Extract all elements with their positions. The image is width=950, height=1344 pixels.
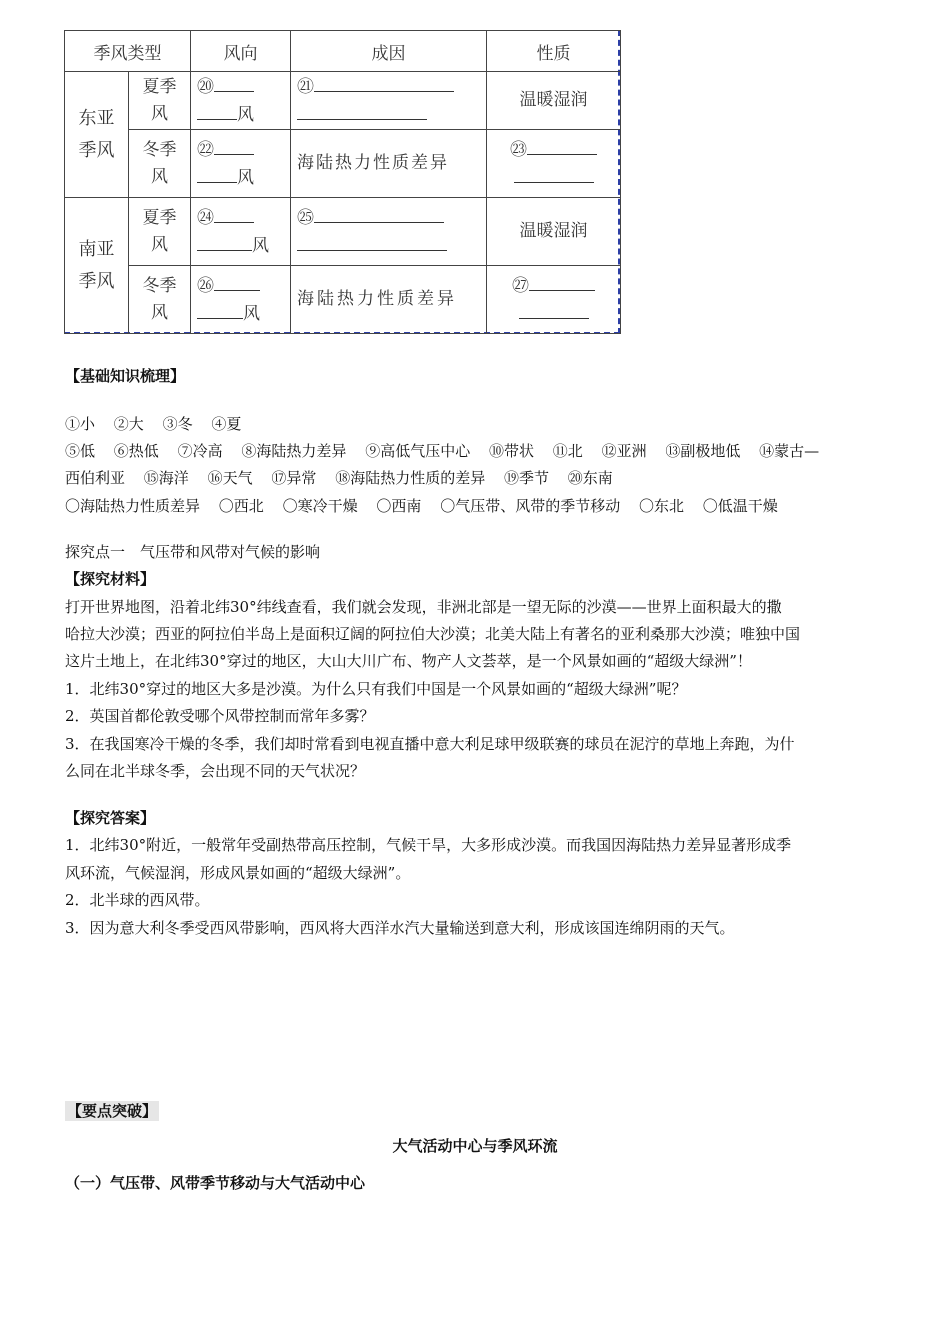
explore-title: 探究点一 气压带和风带对气候的影响: [65, 543, 321, 561]
keypoints-heading: 【要点突破】: [67, 1102, 158, 1120]
header-property: 性质: [487, 31, 621, 72]
answer-line: 2．北半球的西风带。: [65, 891, 210, 909]
list-item: ⑫亚洲: [601, 442, 647, 460]
list-item: ⑬副极地低: [665, 442, 741, 460]
material-line: 打开世界地图，沿着北纬30°纬线查看，我们就会发现，非洲北部是一望无际的沙漠——世界上面积最大的撒: [65, 598, 782, 616]
blank-line: [527, 136, 597, 155]
answer-line: 风环流，气候湿润，形成风景如画的“超级大绿洲”。: [65, 864, 411, 882]
list-item: ⑧海陆热力差异: [241, 442, 347, 460]
list-item: 〇寒冷干燥: [282, 497, 358, 515]
answer-line: 1．北纬30°附近，一般常年受副热带高压控制，气候干旱，大多形成沙漠。而我国因海陆热力差异显著形成季: [65, 836, 792, 854]
list-item: ⑩带状: [488, 442, 534, 460]
sub-heading: （一）气压带、风带季节移动与大气活动中心: [65, 1174, 366, 1192]
list-item: 〇西北: [218, 497, 264, 515]
blank-line: [214, 73, 254, 92]
property-cell: 温暖湿润: [487, 198, 621, 266]
list-item: ⑤低: [65, 442, 96, 460]
list-item: 〇气压带、风带的季节移动: [440, 497, 621, 515]
blank-line: [197, 101, 237, 120]
list-item: ⑦冷高: [177, 442, 223, 460]
table-row: [65, 72, 621, 130]
basics-heading: 【基础知识梳理】: [65, 367, 186, 385]
property-cell: ㉓: [487, 130, 621, 198]
monsoon-table: [64, 30, 621, 334]
property-cell: 温暖湿润: [487, 72, 621, 130]
list-item: ⑰异常: [271, 469, 317, 487]
basics-line-3: [65, 465, 627, 492]
header-cause: 成因: [291, 31, 487, 72]
answer-heading: 【探究答案】: [65, 809, 156, 827]
region-south-asia: 南亚 季风: [65, 198, 129, 334]
list-item: 〇低温干燥: [702, 497, 778, 515]
list-item: 〇西南: [376, 497, 422, 515]
list-item: ④夏: [211, 415, 242, 433]
blank-line: [197, 300, 243, 319]
list-item: ⑲季节: [503, 469, 549, 487]
list-item: 西伯利亚: [65, 469, 126, 487]
direction-cell: ⑳ 风: [191, 72, 291, 130]
blank-line: [297, 101, 427, 120]
season-cell: 夏季 风: [129, 198, 191, 266]
header-direction: 风向: [191, 31, 291, 72]
table-row: [65, 198, 621, 266]
material-line: 这片土地上，在北纬30°穿过的地区，大山大川广布、物产人文荟萃，是一个风景如画的“超级大绿洲”！: [65, 652, 752, 670]
blank-line: [514, 164, 594, 183]
blank-line: [214, 204, 254, 223]
direction-cell: ㉒ 风: [191, 130, 291, 198]
list-item: ⑯天气: [207, 469, 253, 487]
season-cell: 夏季 风: [129, 72, 191, 130]
table-row: [65, 130, 621, 198]
blank-line: [214, 136, 254, 155]
list-item: 〇海陆热力性质差异: [65, 497, 201, 515]
list-item: ⑪北: [552, 442, 583, 460]
season-cell: 冬季 风: [129, 266, 191, 334]
list-item: ⑥热低: [113, 442, 159, 460]
blank-line: [519, 300, 589, 319]
answer-line: 3．因为意大利冬季受西风带影响，西风将大西洋水汽大量输送到意大利，形成该国连绵阴雨的天气。: [65, 919, 735, 937]
cause-cell: ㉕: [291, 198, 487, 266]
region-east-asia: 东亚 季风: [65, 72, 129, 198]
question-line: 么同在北半球冬季，会出现不同的天气状况？: [65, 762, 366, 780]
basics-line-2: [65, 438, 833, 465]
monsoon-table-frame: [64, 30, 620, 334]
property-cell: ㉗: [487, 266, 621, 334]
blank-line: [214, 272, 260, 291]
table-row: [65, 266, 621, 334]
direction-cell: ㉖ 风: [191, 266, 291, 334]
list-item: ⑳东南: [567, 469, 613, 487]
table-header-row: [65, 31, 621, 72]
direction-cell: ㉔ 风: [191, 198, 291, 266]
list-item: ①小: [65, 415, 96, 433]
blank-line: [197, 232, 252, 251]
list-item: ②大: [113, 415, 144, 433]
season-cell: 冬季 风: [129, 130, 191, 198]
blank-line: [314, 73, 454, 92]
question-line: 1．北纬30°穿过的地区大多是沙漠。为什么只有我们中国是一个风景如画的“超级大绿洲”呢？: [65, 680, 687, 698]
blank-line: [297, 232, 447, 251]
material-heading: 【探究材料】: [65, 570, 156, 588]
basics-line-4: [65, 493, 792, 520]
cause-cell: 海陆热力性质差异: [291, 266, 487, 334]
blank-line: [529, 272, 595, 291]
cause-cell: 海陆热力性质差异: [291, 130, 487, 198]
blank-line: [197, 164, 237, 183]
list-item: ⑭蒙古—: [759, 442, 820, 460]
list-item: ⑮海洋: [143, 469, 189, 487]
cause-cell: ㉑: [291, 72, 487, 130]
header-type: 季风类型: [65, 31, 191, 72]
section-title: 大气活动中心与季风环流: [392, 1137, 558, 1155]
list-item: ③冬: [162, 415, 193, 433]
list-item: ⑨高低气压中心: [365, 442, 471, 460]
basics-line-1: [65, 411, 255, 438]
question-line: 3．在我国寒冷干燥的冬季，我们却时常看到电视直播中意大利足球甲级联赛的球员在泥泞的草地上奔跑，为什: [65, 735, 795, 753]
question-line: 2．英国首都伦敦受哪个风带控制而常年多雾？: [65, 707, 375, 725]
list-item: 〇东北: [638, 497, 684, 515]
material-line: 哈拉大沙漠；西亚的阿拉伯半岛上是面积辽阔的阿拉伯大沙漠；北美大陆上有著名的亚利桑那大沙漠；唯独中国: [65, 625, 801, 643]
blank-line: [314, 204, 444, 223]
list-item: ⑱海陆热力性质的差异: [335, 469, 486, 487]
